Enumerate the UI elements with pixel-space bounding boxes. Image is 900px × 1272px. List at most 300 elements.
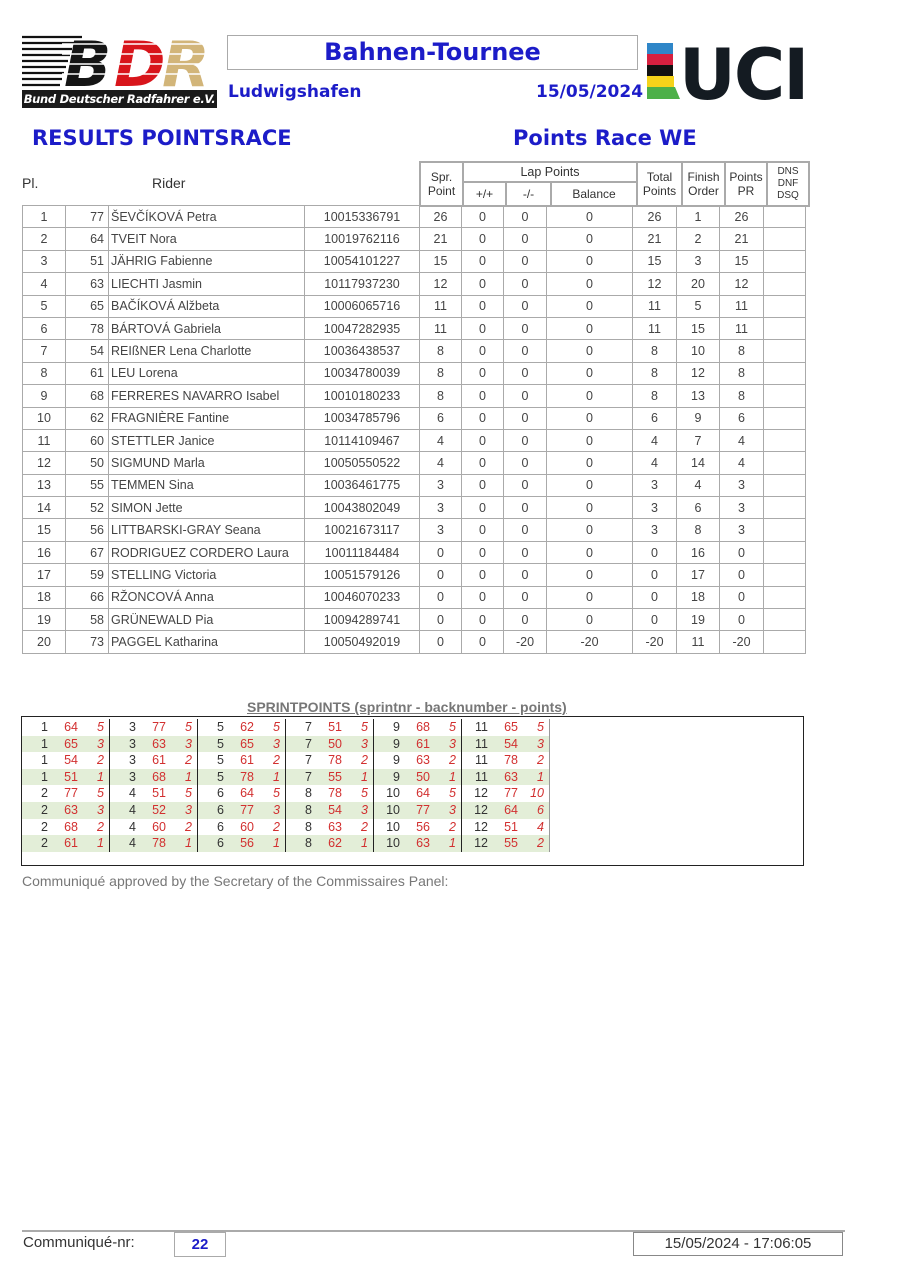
status-cell	[764, 631, 806, 653]
total-points-cell: 0	[633, 541, 677, 563]
sprint-points: 3	[537, 736, 544, 751]
bib-cell: 58	[66, 609, 109, 631]
total-points-cell: -20	[633, 631, 677, 653]
sprint-points-cell: 3	[420, 474, 462, 496]
bib-cell: 65	[66, 295, 109, 317]
uci-id-cell: 10036461775	[305, 474, 420, 496]
sprint-number: 2	[41, 802, 48, 817]
back-number: 54	[64, 753, 78, 768]
back-number: 78	[328, 786, 342, 801]
rider-name-cell: LIECHTI Jasmin	[109, 273, 305, 295]
back-number: 54	[328, 802, 342, 817]
sprint-entry	[462, 819, 549, 836]
finish-order-cell: 11	[677, 631, 720, 653]
sprint-number: 9	[393, 769, 400, 784]
sprint-points: 5	[97, 720, 104, 734]
city: Ludwigshafen	[228, 82, 362, 102]
bib-cell: 61	[66, 362, 109, 384]
back-number: 78	[504, 753, 518, 768]
sprint-entry	[110, 802, 197, 819]
sprint-points: 1	[273, 769, 280, 784]
back-number: 50	[416, 769, 430, 784]
place-cell: 15	[23, 519, 66, 541]
back-number: 78	[240, 769, 254, 784]
status-cell	[764, 586, 806, 608]
sprint-number: 5	[217, 769, 224, 784]
sprint-points: 2	[361, 819, 368, 834]
sprint-entry	[198, 819, 285, 836]
sprint-number: 10	[386, 802, 400, 817]
sprint-entry	[462, 719, 549, 736]
finish-order-cell: 15	[677, 317, 720, 339]
place-cell: 17	[23, 564, 66, 586]
sprint-entry	[198, 719, 285, 736]
total-points-cell: 0	[633, 564, 677, 586]
back-number: 62	[328, 836, 342, 851]
place-cell: 12	[23, 452, 66, 474]
balance-cell: 0	[547, 317, 633, 339]
points-pr-cell: 3	[720, 474, 764, 496]
back-number: 55	[504, 836, 518, 851]
uci-id-cell: 10010180233	[305, 385, 420, 407]
bib-cell: 60	[66, 429, 109, 451]
result-row	[23, 519, 806, 541]
finish-order-cell: 17	[677, 564, 720, 586]
back-number: 61	[240, 753, 254, 768]
sprint-entry	[462, 752, 549, 769]
uci-id-cell: 10011184484	[305, 541, 420, 563]
sprint-number: 7	[305, 736, 312, 751]
sprint-points: 2	[273, 753, 280, 768]
balance-cell: 0	[547, 586, 633, 608]
place-cell: 5	[23, 295, 66, 317]
sprint-number: 12	[474, 819, 488, 834]
points-pr-cell: 0	[720, 586, 764, 608]
sprint-points: 1	[537, 769, 544, 784]
header-sprint-point: Spr. Point	[420, 162, 463, 206]
status-cell	[764, 206, 806, 228]
sprint-entry	[198, 835, 285, 852]
finish-order-cell: 8	[677, 519, 720, 541]
back-number: 62	[240, 720, 254, 734]
status-cell	[764, 340, 806, 362]
sprint-number: 8	[305, 786, 312, 801]
balance-cell: 0	[547, 273, 633, 295]
header-total-points: Total Points	[637, 162, 682, 206]
sprint-points: 3	[97, 802, 104, 817]
total-points-cell: 3	[633, 519, 677, 541]
sprint-number: 4	[129, 836, 136, 851]
sprint-column	[286, 719, 374, 852]
result-row	[23, 474, 806, 496]
sprint-entry	[22, 752, 109, 769]
bdr-letter-b: B	[64, 32, 112, 90]
place-cell: 16	[23, 541, 66, 563]
bib-cell: 56	[66, 519, 109, 541]
sprint-points-cell: 21	[420, 228, 462, 250]
lap-plus-cell: 0	[462, 250, 504, 272]
finish-order-cell: 18	[677, 586, 720, 608]
sprint-number: 7	[305, 753, 312, 768]
sprint-points-cell: 0	[420, 586, 462, 608]
bib-cell: 54	[66, 340, 109, 362]
rider-name-cell: ŠEVČÍKOVÁ Petra	[109, 206, 305, 228]
bib-cell: 67	[66, 541, 109, 563]
back-number: 68	[152, 769, 166, 784]
status-cell	[764, 474, 806, 496]
sprint-number: 3	[129, 720, 136, 734]
back-number: 51	[328, 720, 342, 734]
sprint-points: 2	[185, 753, 192, 768]
timestamp: 15/05/2024 - 17:06:05	[633, 1232, 843, 1256]
lap-plus-cell: 0	[462, 362, 504, 384]
sprint-entry	[22, 736, 109, 753]
sprint-points: 1	[185, 769, 192, 784]
status-cell	[764, 250, 806, 272]
bdr-logo	[22, 32, 217, 110]
sprint-number: 12	[474, 802, 488, 817]
sprint-number: 11	[475, 753, 488, 768]
sprint-entry	[462, 835, 549, 852]
sprint-points: 2	[361, 753, 368, 768]
back-number: 77	[152, 720, 166, 734]
sprintpoints-title: SPRINTPOINTS (sprintnr - backnumber - points)	[247, 699, 567, 715]
back-number: 78	[152, 836, 166, 851]
sprint-points: 2	[97, 819, 104, 834]
balance-cell: 0	[547, 541, 633, 563]
balance-cell: 0	[547, 519, 633, 541]
sprint-points-cell: 12	[420, 273, 462, 295]
sprint-entry	[22, 802, 109, 819]
bib-cell: 59	[66, 564, 109, 586]
sprintpoints-box	[21, 716, 804, 866]
sprint-points: 5	[449, 786, 456, 801]
balance-cell: 0	[547, 206, 633, 228]
sprint-points-cell: 8	[420, 340, 462, 362]
uci-rainbow-stripes	[647, 43, 680, 99]
lap-minus-cell: -20	[504, 631, 547, 653]
lap-minus-cell: 0	[504, 317, 547, 339]
sprint-points-cell: 8	[420, 362, 462, 384]
points-pr-cell: 4	[720, 429, 764, 451]
sprint-points: 1	[97, 836, 104, 851]
sprint-points-cell: 8	[420, 385, 462, 407]
back-number: 51	[504, 819, 518, 834]
header-balance: Balance	[551, 182, 637, 206]
place-cell: 6	[23, 317, 66, 339]
total-points-cell: 8	[633, 385, 677, 407]
lap-minus-cell: 0	[504, 497, 547, 519]
lap-minus-cell: 0	[504, 541, 547, 563]
lap-minus-cell: 0	[504, 362, 547, 384]
rider-name-cell: GRÜNEWALD Pia	[109, 609, 305, 631]
result-row	[23, 295, 806, 317]
status-cell	[764, 407, 806, 429]
status-cell	[764, 273, 806, 295]
sprint-entry	[22, 719, 109, 736]
sprint-entry	[198, 752, 285, 769]
lap-plus-cell: 0	[462, 452, 504, 474]
sprint-entry	[462, 785, 549, 802]
points-pr-cell: 3	[720, 497, 764, 519]
finish-order-cell: 12	[677, 362, 720, 384]
results-header	[419, 161, 810, 207]
lap-plus-cell: 0	[462, 295, 504, 317]
sprint-points: 1	[97, 769, 104, 784]
communique-label: Communiqué-nr:	[23, 1234, 135, 1251]
bib-cell: 52	[66, 497, 109, 519]
rider-name-cell: RŽONCOVÁ Anna	[109, 586, 305, 608]
sprint-number: 3	[129, 736, 136, 751]
total-points-cell: 11	[633, 317, 677, 339]
lap-plus-cell: 0	[462, 228, 504, 250]
place-cell: 8	[23, 362, 66, 384]
back-number: 64	[504, 802, 518, 817]
balance-cell: 0	[547, 385, 633, 407]
rider-name-cell: REIßNER Lena Charlotte	[109, 340, 305, 362]
sprint-points: 3	[361, 736, 368, 751]
uci-id-cell: 10047282935	[305, 317, 420, 339]
result-row	[23, 631, 806, 653]
status-cell	[764, 362, 806, 384]
lap-minus-cell: 0	[504, 340, 547, 362]
rider-name-cell: TEMMEN Sina	[109, 474, 305, 496]
result-row	[23, 317, 806, 339]
finish-order-cell: 6	[677, 497, 720, 519]
sprint-entry	[22, 785, 109, 802]
sprint-entry	[198, 785, 285, 802]
back-number: 68	[416, 720, 430, 734]
sprint-points-cell: 0	[420, 564, 462, 586]
bib-cell: 68	[66, 385, 109, 407]
balance-cell: 0	[547, 474, 633, 496]
points-pr-cell: 6	[720, 407, 764, 429]
status-cell	[764, 541, 806, 563]
back-number: 51	[152, 786, 166, 801]
sprint-number: 8	[305, 802, 312, 817]
status-cell	[764, 564, 806, 586]
back-number: 52	[152, 802, 166, 817]
back-number: 60	[152, 819, 166, 834]
result-row	[23, 452, 806, 474]
sprint-points: 3	[273, 802, 280, 817]
back-number: 65	[504, 720, 518, 734]
total-points-cell: 8	[633, 340, 677, 362]
bib-cell: 63	[66, 273, 109, 295]
sprint-number: 6	[217, 802, 224, 817]
uci-id-cell: 10054101227	[305, 250, 420, 272]
place-cell: 13	[23, 474, 66, 496]
sprint-entry	[286, 769, 373, 786]
sprint-points: 1	[361, 836, 368, 851]
back-number: 56	[240, 836, 254, 851]
result-row	[23, 609, 806, 631]
header-rider: Rider	[152, 175, 186, 191]
sprint-entry	[110, 785, 197, 802]
place-cell: 1	[23, 206, 66, 228]
balance-cell: 0	[547, 497, 633, 519]
approval-text: Communiqué approved by the Secretary of the Commissaires Panel:	[22, 873, 449, 889]
lap-plus-cell: 0	[462, 541, 504, 563]
back-number: 60	[240, 819, 254, 834]
total-points-cell: 3	[633, 474, 677, 496]
sprint-number: 1	[41, 753, 48, 768]
bdr-letter-r: R	[162, 32, 210, 90]
place-cell: 19	[23, 609, 66, 631]
header-place: Pl.	[22, 175, 39, 191]
sprint-points-cell: 15	[420, 250, 462, 272]
sprint-entry	[286, 719, 373, 736]
bib-cell: 64	[66, 228, 109, 250]
back-number: 51	[64, 769, 78, 784]
sprint-number: 11	[475, 769, 488, 784]
status-cell	[764, 385, 806, 407]
sprint-points-cell: 11	[420, 295, 462, 317]
lap-plus-cell: 0	[462, 497, 504, 519]
balance-cell: -20	[547, 631, 633, 653]
back-number: 61	[152, 753, 166, 768]
balance-cell: 0	[547, 295, 633, 317]
lap-minus-cell: 0	[504, 295, 547, 317]
sprint-points-cell: 0	[420, 541, 462, 563]
balance-cell: 0	[547, 429, 633, 451]
sprint-entry	[110, 819, 197, 836]
lap-plus-cell: 0	[462, 609, 504, 631]
sprint-points-cell: 0	[420, 631, 462, 653]
sprint-entry	[374, 819, 461, 836]
sprint-points: 3	[361, 802, 368, 817]
rider-name-cell: BÁRTOVÁ Gabriela	[109, 317, 305, 339]
back-number: 64	[416, 786, 430, 801]
sprint-entry	[286, 736, 373, 753]
sprint-points: 5	[185, 720, 192, 734]
sprint-number: 2	[41, 786, 48, 801]
communique-number: 22	[174, 1232, 226, 1257]
finish-order-cell: 14	[677, 452, 720, 474]
uci-logo-text: UCI	[679, 41, 808, 101]
back-number: 63	[152, 736, 166, 751]
bib-cell: 66	[66, 586, 109, 608]
sprint-entry	[462, 802, 549, 819]
points-pr-cell: 8	[720, 385, 764, 407]
total-points-cell: 0	[633, 609, 677, 631]
sprint-entry	[462, 736, 549, 753]
back-number: 77	[504, 786, 518, 801]
sprint-entry	[110, 835, 197, 852]
result-row	[23, 250, 806, 272]
sprint-entry	[198, 736, 285, 753]
sprint-number: 2	[41, 819, 48, 834]
sprint-entry	[110, 769, 197, 786]
back-number: 68	[64, 819, 78, 834]
sprint-number: 9	[393, 753, 400, 768]
sprint-number: 5	[217, 736, 224, 751]
lap-plus-cell: 0	[462, 429, 504, 451]
lap-minus-cell: 0	[504, 586, 547, 608]
sprint-points: 5	[537, 720, 544, 734]
sprint-column	[374, 719, 462, 852]
lap-minus-cell: 0	[504, 206, 547, 228]
rider-name-cell: FRAGNIÈRE Fantine	[109, 407, 305, 429]
sprintpoints-grid	[22, 719, 550, 852]
back-number: 61	[416, 736, 430, 751]
sprint-points-cell: 4	[420, 429, 462, 451]
back-number: 64	[64, 720, 78, 734]
sprint-points: 1	[361, 769, 368, 784]
sprint-entry	[462, 769, 549, 786]
sprint-number: 4	[129, 802, 136, 817]
finish-order-cell: 19	[677, 609, 720, 631]
sprint-points: 10	[530, 786, 544, 801]
sprint-points: 3	[185, 736, 192, 751]
total-points-cell: 15	[633, 250, 677, 272]
status-cell	[764, 452, 806, 474]
bdr-org-name: Bund Deutscher Radfahrer e.V.	[23, 92, 216, 106]
rider-name-cell: STETTLER Janice	[109, 429, 305, 451]
sprint-points: 3	[273, 736, 280, 751]
rider-name-cell: PAGGEL Katharina	[109, 631, 305, 653]
sprint-points: 2	[537, 836, 544, 851]
sprint-points-cell: 0	[420, 609, 462, 631]
bib-cell: 51	[66, 250, 109, 272]
bib-cell: 78	[66, 317, 109, 339]
lap-minus-cell: 0	[504, 273, 547, 295]
sprint-column	[198, 719, 286, 852]
lap-minus-cell: 0	[504, 385, 547, 407]
sprint-entry	[286, 835, 373, 852]
sprint-entry	[374, 785, 461, 802]
lap-minus-cell: 0	[504, 564, 547, 586]
sprint-entry	[22, 819, 109, 836]
lap-minus-cell: 0	[504, 609, 547, 631]
lap-minus-cell: 0	[504, 429, 547, 451]
place-cell: 11	[23, 429, 66, 451]
sprint-entry	[374, 802, 461, 819]
lap-plus-cell: 0	[462, 340, 504, 362]
lap-minus-cell: 0	[504, 250, 547, 272]
sprint-entry	[286, 752, 373, 769]
status-cell	[764, 228, 806, 250]
place-cell: 18	[23, 586, 66, 608]
sprint-points-cell: 4	[420, 452, 462, 474]
sprint-number: 3	[129, 769, 136, 784]
sprint-entry	[374, 736, 461, 753]
total-points-cell: 21	[633, 228, 677, 250]
lap-plus-cell: 0	[462, 273, 504, 295]
header-minus: -/-	[506, 182, 551, 206]
uci-id-cell: 10051579126	[305, 564, 420, 586]
sprint-entry	[374, 719, 461, 736]
balance-cell: 0	[547, 564, 633, 586]
points-pr-cell: 12	[720, 273, 764, 295]
sprint-number: 12	[474, 786, 488, 801]
place-cell: 2	[23, 228, 66, 250]
points-pr-cell: 26	[720, 206, 764, 228]
sprint-points-cell: 6	[420, 407, 462, 429]
lap-plus-cell: 0	[462, 206, 504, 228]
total-points-cell: 4	[633, 452, 677, 474]
sprint-points: 1	[449, 836, 456, 851]
points-pr-cell: 0	[720, 564, 764, 586]
result-row	[23, 362, 806, 384]
back-number: 77	[64, 786, 78, 801]
back-number: 56	[416, 819, 430, 834]
results-title: RESULTS POINTSRACE	[32, 126, 292, 150]
sprint-number: 4	[129, 786, 136, 801]
result-row	[23, 228, 806, 250]
sprint-points: 3	[185, 802, 192, 817]
balance-cell: 0	[547, 452, 633, 474]
